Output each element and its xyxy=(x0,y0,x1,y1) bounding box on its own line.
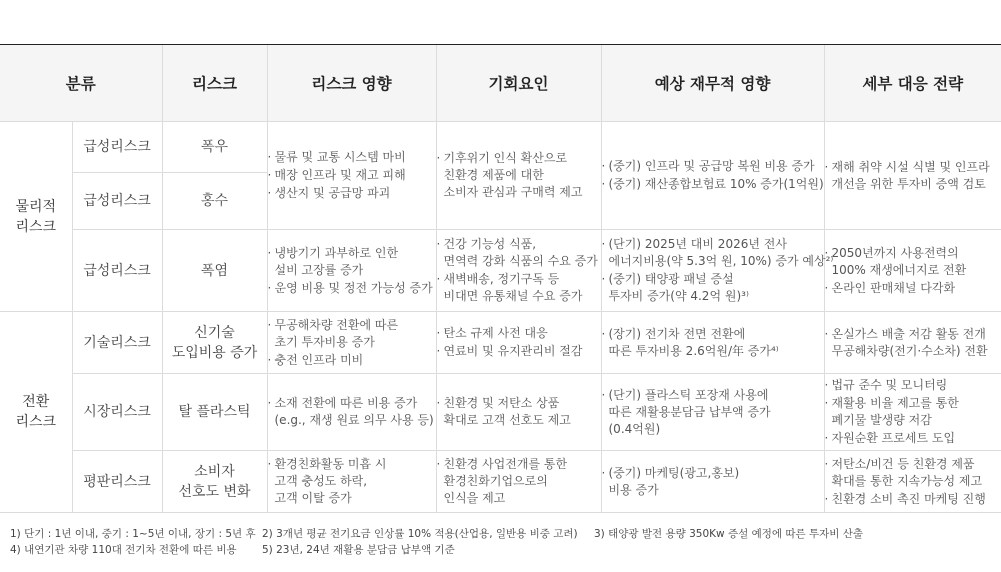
risk-name-cell: 폭우 xyxy=(162,122,267,173)
footnote: 3) 태양광 발전 용량 350Kw 증설 예정에 따른 투자비 산출 xyxy=(594,528,864,540)
list-item: · 친환경 사업전개를 통한 환경친화기업으로의 인식을 제고 xyxy=(437,456,601,507)
list-item: · 매장 인프라 및 재고 피해 xyxy=(268,167,436,184)
opportunity-cell xyxy=(436,312,601,374)
bullet-list xyxy=(825,377,1001,447)
list-item: · 소재 전환에 따른 비용 증가 (e.g., 재생 원료 의무 사용 등) xyxy=(268,395,436,429)
list-item: · (중기) 재산종합보험료 10% 증가(1억원) xyxy=(602,176,824,193)
financial-cell xyxy=(601,451,824,513)
opportunity-cell xyxy=(436,451,601,513)
bullet-list xyxy=(825,456,1001,508)
risk-type-cell: 시장리스크 xyxy=(72,374,162,451)
strategy-cell xyxy=(824,312,1001,374)
bullet-list xyxy=(825,326,1001,360)
header-impact: 리스크 영향 xyxy=(267,45,436,122)
footnote-row xyxy=(10,526,863,542)
table-row xyxy=(0,230,1001,312)
risk-type-cell: 기술리스크 xyxy=(72,312,162,374)
bullet-list xyxy=(437,150,601,201)
footnote: 1) 단기 : 1년 이내, 중기 : 1~5년 이내, 장기 : 5년 후 xyxy=(10,528,256,540)
list-item: · 법규 준수 및 모니터링 xyxy=(825,377,1001,394)
list-item: · 친환경 소비 촉진 마케팅 진행 xyxy=(825,491,1001,508)
financial-cell xyxy=(601,374,824,451)
footnote: 5) 23년, 24년 재활용 분담금 납부액 기준 xyxy=(262,544,455,556)
impact-cell xyxy=(267,122,436,230)
table-row xyxy=(0,374,1001,451)
bullet-list xyxy=(268,395,436,429)
list-item: · (단기) 2025년 대비 2026년 전사 에너지비용(약 5.3억 원, 10%) 증가 예상²⁾ xyxy=(602,236,824,270)
footnote: 2) 3개년 평균 전기요금 인상률 10% 적용(산업용, 일반용 비중 고려) xyxy=(262,528,578,540)
list-item: · 냉방기기 과부하로 인한 설비 고장률 증가 xyxy=(268,245,436,279)
risk-name-cell: 홍수 xyxy=(162,173,267,230)
financial-cell xyxy=(601,312,824,374)
risk-type-cell: 급성리스크 xyxy=(72,230,162,312)
risk-type-cell: 급성리스크 xyxy=(72,122,162,173)
list-item: · (장기) 전기차 전면 전환에 따른 투자비용 2.6억원/年 증가⁴⁾ xyxy=(602,326,824,360)
header-risk: 리스크 xyxy=(162,45,267,122)
risk-name-cell: 폭염 xyxy=(162,230,267,312)
list-item: · 저탄소/비건 등 친환경 제품 확대를 통한 지속가능성 제고 xyxy=(825,456,1001,490)
risk-name-cell: 탈 플라스틱 xyxy=(162,374,267,451)
risk-name-cell: 신기술 도입비용 증가 xyxy=(162,312,267,374)
list-item: · 새벽배송, 정기구독 등 비대면 유통채널 수요 증가 xyxy=(437,271,601,305)
bullet-list xyxy=(602,465,824,499)
financial-cell xyxy=(601,122,824,230)
bullet-list xyxy=(437,325,601,360)
table-row xyxy=(0,312,1001,374)
list-item: · 기후위기 인식 확산으로 친환경 제품에 대한 소비자 관심과 구매력 제고 xyxy=(437,150,601,201)
list-item: · 무공해차량 전환에 따른 초기 투자비용 증가 xyxy=(268,317,436,351)
strategy-cell xyxy=(824,122,1001,230)
bullet-list xyxy=(268,149,436,202)
list-item: · 충전 인프라 미비 xyxy=(268,352,436,369)
opportunity-cell xyxy=(436,374,601,451)
bullet-list xyxy=(268,456,436,507)
list-item: · 재활용 비율 제고를 통한 폐기물 발생량 저감 xyxy=(825,395,1001,429)
category-cell: 물리적 리스크 xyxy=(0,122,72,312)
bullet-list xyxy=(602,387,824,438)
strategy-cell xyxy=(824,451,1001,513)
footnotes xyxy=(10,526,863,558)
bullet-list xyxy=(437,395,601,429)
bullet-list xyxy=(437,236,601,305)
risk-name-cell: 소비자 선호도 변화 xyxy=(162,451,267,513)
bullet-list xyxy=(268,245,436,297)
list-item: · 연료비 및 유지관리비 절감 xyxy=(437,343,601,360)
footnote: 4) 내연기관 차량 110대 전기차 전환에 따른 비용 xyxy=(10,544,237,556)
list-item: · 물류 및 교통 시스템 마비 xyxy=(268,149,436,166)
financial-cell xyxy=(601,230,834,312)
risk-table xyxy=(0,44,1001,513)
impact-cell xyxy=(267,312,436,374)
list-item: · 온라인 판매채널 다각화 xyxy=(825,280,1001,297)
footnote-row xyxy=(10,542,863,558)
opportunity-cell xyxy=(436,122,601,230)
list-item: · (중기) 태양광 패널 증설 투자비 증가(약 4.2억 원)³⁾ xyxy=(602,271,824,305)
header-financial: 예상 재무적 영향 xyxy=(601,45,824,122)
header-row xyxy=(0,45,1001,122)
impact-cell xyxy=(267,451,436,513)
table-row xyxy=(0,451,1001,513)
impact-cell xyxy=(267,230,436,312)
risk-type-cell: 급성리스크 xyxy=(72,173,162,230)
list-item: · 자원순환 프로세트 도입 xyxy=(825,430,1001,447)
bullet-list xyxy=(437,456,601,507)
header-opportunity: 기회요인 xyxy=(436,45,601,122)
bullet-list xyxy=(602,236,834,305)
list-item: · 생산지 및 공급망 파괴 xyxy=(268,185,436,202)
bullet-list xyxy=(825,159,1001,193)
header-category: 분류 xyxy=(0,45,162,122)
bullet-list xyxy=(602,158,824,193)
bullet-list xyxy=(825,245,1001,297)
list-item: · 운영 비용 및 정전 가능성 증가 xyxy=(268,280,436,297)
list-item: · (중기) 마케팅(광고,홍보) 비용 증가 xyxy=(602,465,824,499)
impact-cell xyxy=(267,374,436,451)
list-item: · 2050년까지 사용전력의 100% 재생에너지로 전환 xyxy=(825,245,1001,279)
list-item: · 재해 취약 시설 식별 및 인프라 개선을 위한 투자비 증액 검토 xyxy=(825,159,1001,193)
bullet-list xyxy=(602,326,824,360)
category-cell: 전환 리스크 xyxy=(0,312,72,513)
list-item: · 탄소 규제 사전 대응 xyxy=(437,325,601,342)
list-item: · 건강 기능성 식품, 면역력 강화 식품의 수요 증가 xyxy=(437,236,601,270)
list-item: · (단기) 플라스틱 포장재 사용에 따른 재활용분담금 납부액 증가 (0.4억원) xyxy=(602,387,824,438)
table-body xyxy=(0,45,1001,513)
list-item: · (중기) 인프라 및 공급망 복원 비용 증가 xyxy=(602,158,824,175)
bullet-list xyxy=(268,317,436,369)
list-item: · 친환경 및 저탄소 상품 확대로 고객 선호도 제고 xyxy=(437,395,601,429)
strategy-cell xyxy=(824,374,1001,451)
strategy-cell xyxy=(824,230,1001,312)
header-strategy: 세부 대응 전략 xyxy=(824,45,1001,122)
opportunity-cell xyxy=(436,230,601,312)
list-item: · 환경친화활동 미흡 시 고객 충성도 하락, 고객 이탈 증가 xyxy=(268,456,436,507)
list-item: · 온실가스 배출 저감 활동 전개 무공해차량(전기·수소차) 전환 xyxy=(825,326,1001,360)
risk-type-cell: 평판리스크 xyxy=(72,451,162,513)
table-row xyxy=(0,122,1001,173)
